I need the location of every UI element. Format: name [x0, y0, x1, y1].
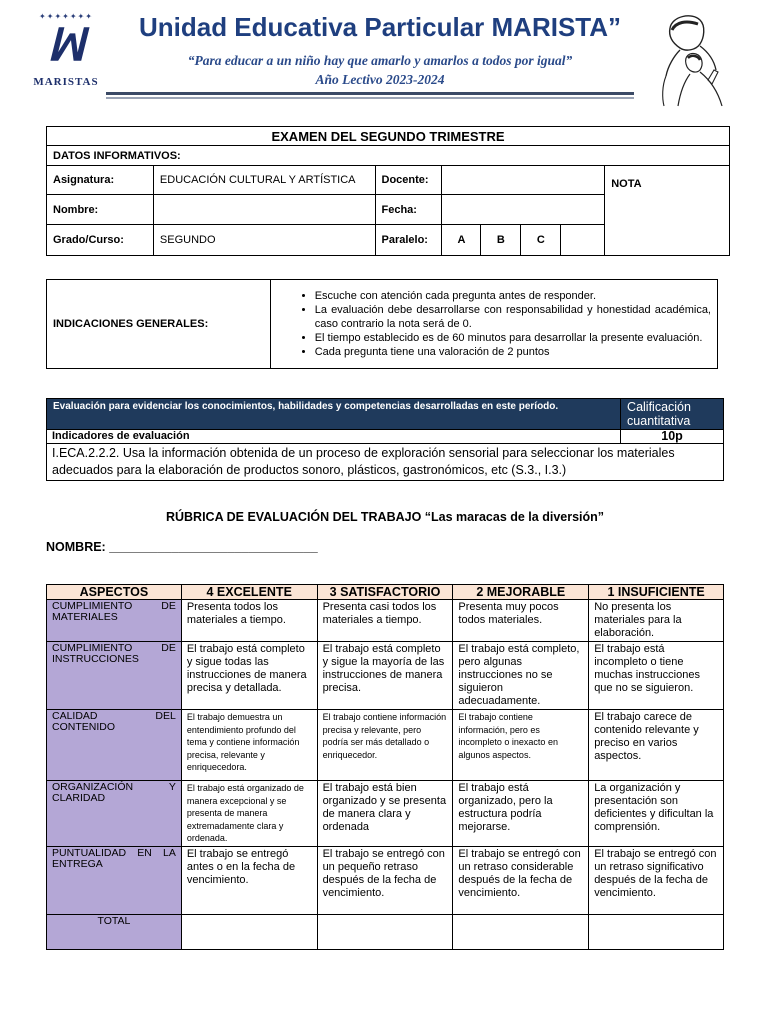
paralelo-option-c[interactable]: C	[521, 225, 561, 256]
rubric-aspect: CUMPLIMIENTO DE MATERIALES	[47, 600, 182, 642]
asignatura-value: EDUCACIÓN CULTURAL Y ARTÍSTICA	[153, 166, 375, 195]
exam-title: EXAMEN DEL SEGUNDO TRIMESTRE	[47, 127, 730, 146]
paralelo-option-a[interactable]: A	[442, 225, 481, 256]
docente-field[interactable]	[442, 166, 605, 195]
rubric-cell: El trabajo se entregó con un retraso considerable después de la fecha de vencimiento.	[453, 846, 589, 914]
rubric-cell: Presenta todos los materiales a tiempo.	[181, 600, 317, 642]
indicaciones-list	[271, 289, 711, 359]
asignatura-label: Asignatura:	[47, 166, 154, 195]
evaluacion-table	[46, 398, 724, 481]
indicacion-item: • Cada pregunta tiene una valoración de 2 puntos	[315, 345, 711, 359]
rubric-cell: La organización y presentación son deficientes y dificultan la comprensión.	[589, 781, 724, 847]
rubric-cell: El trabajo contiene información, pero es incompleto o inexacto en algunos aspectos.	[453, 710, 589, 781]
rubric-title: RÚBRICA DE EVALUACIÓN DEL TRABAJO “Las maracas de la diversión”	[165, 510, 605, 524]
rubric-cell: El trabajo se entregó con un retraso significativo después de la fecha de vencimiento.	[589, 846, 724, 914]
rubric-cell: El trabajo contiene información precisa y relevante, pero podría ser más detallado o enriquecedor.	[317, 710, 453, 781]
rubric-cell: Presenta muy pocos todos materiales.	[453, 600, 589, 642]
rubric-cell: El trabajo demuestra un entendimiento profundo del tema y contiene información precisa, relevante y enriquecedora.	[181, 710, 317, 781]
rubric-cell: El trabajo está completo y sigue todas las instrucciones de manera precisa y detallada.	[181, 642, 317, 710]
school-logo	[28, 12, 104, 98]
crown-stars-icon: ✦✦✦✦✦✦✦	[39, 12, 93, 21]
rubric-cell: El trabajo está bien organizado y se presenta de manera clara y ordenada	[317, 781, 453, 847]
rubric-header: ASPECTOS	[47, 585, 182, 600]
rubric-nombre: NOMBRE: ______________________________	[46, 540, 318, 554]
school-year: Año Lectivo 2023-2024	[315, 72, 445, 87]
rubric-cell: El trabajo está completo, pero algunas instrucciones no se siguieron adecuadamente.	[453, 642, 589, 710]
points-value: 10p	[621, 430, 724, 444]
rubric-total-cell[interactable]	[317, 914, 453, 949]
rubric-row	[47, 781, 724, 847]
paralelo-blank	[561, 225, 605, 256]
school-name: Unidad Educativa Particular MARISTA”	[138, 12, 622, 42]
rubric-cell: El trabajo está organizado de manera excepcional y se presenta de manera extremadamente clara y ordenada.	[181, 781, 317, 847]
rubric-row	[47, 846, 724, 914]
paralelo-option-b[interactable]: B	[481, 225, 521, 256]
grado-label: Grado/Curso:	[47, 225, 154, 256]
rubric-aspect: ORGANIZACIÓN Y CLARIDAD	[47, 781, 182, 847]
rubric-aspect: PUNTUALIDAD EN LA ENTREGA	[47, 846, 182, 914]
nombre-label: Nombre:	[47, 195, 154, 225]
rubric-cell: El trabajo está organizado, pero la estructura podría mejorarse.	[453, 781, 589, 847]
fecha-label: Fecha:	[375, 195, 442, 225]
rubric-cell: El trabajo se entregó antes o en la fecha de vencimiento.	[181, 846, 317, 914]
indicacion-item: • El tiempo establecido es de 60 minutos para desarrollar la presente evaluación.	[315, 331, 711, 345]
indicaciones-label: INDICACIONES GENERALES:	[47, 280, 271, 369]
rubric-header: 3 SATISFACTORIO	[317, 585, 453, 600]
nombre-field[interactable]	[153, 195, 375, 225]
rubric-cell: Presenta casi todos los materiales a tiempo.	[317, 600, 453, 642]
fecha-field[interactable]	[442, 195, 605, 225]
rubric-header-row	[47, 585, 724, 600]
rubric-total-cell[interactable]	[181, 914, 317, 949]
saint-portrait-illustration	[656, 10, 734, 108]
rubric-cell: El trabajo se entregó con un pequeño retraso después de la fecha de vencimiento.	[317, 846, 453, 914]
rubric-header: 1 INSUFICIENTE	[589, 585, 724, 600]
rubric-row	[47, 642, 724, 710]
rubric-header: 2 MEJORABLE	[453, 585, 589, 600]
rubric-row	[47, 710, 724, 781]
rubric-row	[47, 600, 724, 642]
indicacion-item: • La evaluación debe desarrollarse con responsabilidad y honestidad académica, caso contrario la nota será de 0.	[315, 303, 711, 331]
section-datos-informativos: DATOS INFORMATIVOS:	[47, 146, 730, 166]
nota-box[interactable]	[605, 166, 730, 256]
rubric-cell: El trabajo está incompleto o tiene muchas instrucciones que no se siguieron.	[589, 642, 724, 710]
docente-label: Docente:	[375, 166, 442, 195]
evaluation-criterion: I.ECA.2.2.2. Usa la información obtenida de un proceso de exploración sensorial para seleccionar los materiales adecuados para la elaboración de productos sonoro, plásticos, gastronómicos, etc (S.3., I.3.)	[47, 444, 724, 481]
marian-monogram-icon: ꟽ	[47, 21, 85, 70]
rubric-header: 4 EXCELENTE	[181, 585, 317, 600]
rubric-cell: El trabajo está completo y sigue la mayoría de las instrucciones de manera precisa.	[317, 642, 453, 710]
calificacion-label: Calificación cuantitativa	[621, 399, 724, 430]
rubric-table	[46, 584, 724, 950]
indicaciones-table	[46, 279, 718, 369]
indicacion-item: • Escuche con atención cada pregunta antes de responder.	[315, 289, 711, 303]
evaluacion-heading: Evaluación para evidenciar los conocimientos, habilidades y competencias desarrolladas en este período.	[47, 399, 621, 430]
logo-text: MARISTAS	[33, 76, 99, 88]
rubric-total-cell[interactable]	[453, 914, 589, 949]
rubric-total-label: TOTAL	[47, 914, 182, 949]
header-divider-shadow	[106, 97, 634, 99]
school-motto: “Para educar a un niño hay que amarlo y amarlos a todos por igual”	[187, 53, 573, 68]
exam-info-table	[46, 126, 730, 256]
rubric-total-cell[interactable]	[589, 914, 724, 949]
indicadores-label: Indicadores de evaluación	[47, 430, 621, 444]
rubric-total-row	[47, 914, 724, 949]
paralelo-label: Paralelo:	[375, 225, 442, 256]
header-divider	[106, 92, 634, 95]
rubric-cell: El trabajo carece de contenido relevante y preciso en varios aspectos.	[589, 710, 724, 781]
grado-value: SEGUNDO	[153, 225, 375, 256]
nota-label: NOTA	[611, 178, 642, 190]
rubric-aspect: CALIDAD DEL CONTENIDO	[47, 710, 182, 781]
rubric-aspect: CUMPLIMIENTO DE INSTRUCCIONES	[47, 642, 182, 710]
rubric-cell: No presenta los materiales para la elaboración.	[589, 600, 724, 642]
